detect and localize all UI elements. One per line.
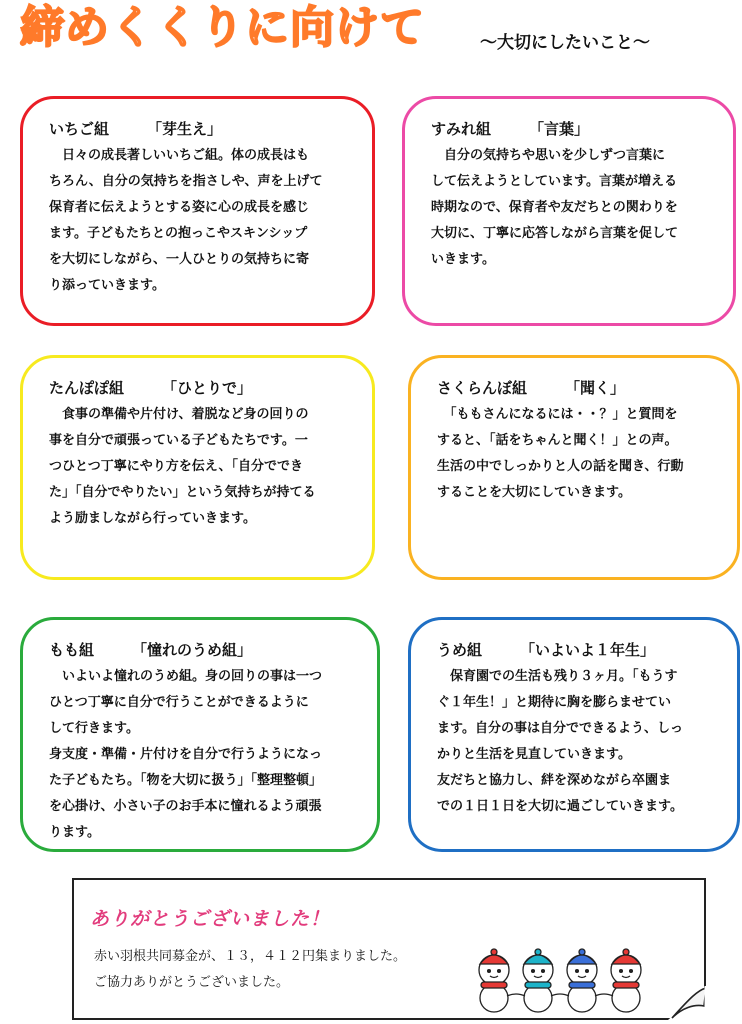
description-line: いよいよ憧れのうめ組。身の回りの事は一つ bbox=[49, 669, 323, 684]
snowman-4 bbox=[611, 949, 641, 1012]
class-box-momo bbox=[20, 617, 380, 852]
class-name: うめ組 bbox=[437, 641, 483, 659]
holding-hands bbox=[507, 994, 613, 996]
thanks-line: ご協力ありがとうございました。 bbox=[94, 975, 290, 990]
page-curl-icon bbox=[668, 986, 706, 1020]
description-line: を心掛け、小さい子のお手本に憧れるよう頑張 bbox=[49, 799, 322, 814]
class-box-ichigo bbox=[20, 96, 375, 326]
description-line: 事を自分で頑張っている子どもたちです。一 bbox=[49, 433, 308, 448]
class-description bbox=[437, 402, 715, 506]
snowman-2 bbox=[523, 949, 553, 1012]
class-box-sumire bbox=[402, 96, 736, 326]
snowmen-icon bbox=[468, 946, 658, 1016]
class-box-ume bbox=[408, 617, 740, 852]
description-line: での１日１日を大切に過ごしていきます。 bbox=[437, 799, 683, 814]
description-line: 生活の中でしっかりと人の話を聞き、行動 bbox=[437, 459, 684, 474]
description-line: 友だちと協力し、絆を深めながら卒園ま bbox=[437, 773, 672, 788]
class-name: いちご組 bbox=[49, 120, 110, 138]
thanks-title-text: ありがとうございました bbox=[90, 908, 311, 930]
description-line: 自分の気持ちや思いを少しずつ言葉に bbox=[431, 148, 666, 163]
page-subtitle: ～大切にしたいこと～ bbox=[480, 33, 650, 53]
class-theme: 「言葉」 bbox=[529, 120, 590, 138]
description-line: つひとつ丁寧にやり方を伝え、「自分ででき bbox=[49, 459, 304, 474]
description-line: た」「自分でやりたい」という気持ちが持てる bbox=[49, 485, 316, 500]
class-name: すみれ組 bbox=[431, 120, 492, 138]
description-line: して行きます。 bbox=[49, 721, 139, 736]
class-description bbox=[437, 664, 715, 820]
description-line: 「ももさんになるには・・？」と質問を bbox=[437, 407, 678, 422]
class-name: さくらんぼ組 bbox=[437, 379, 528, 397]
snowman-3 bbox=[567, 949, 597, 1012]
description-line: 身支度・準備・片付けを自分で行うようになっ bbox=[49, 747, 323, 762]
class-name: たんぽぽ組 bbox=[49, 379, 125, 397]
description-line: 食事の準備や片付け、着脱など身の回りの bbox=[49, 407, 309, 422]
class-box-tanpopo bbox=[20, 355, 375, 580]
description-line: いきます。 bbox=[431, 252, 495, 267]
description-line: 時期なので、保育者や友だちとの関わりを bbox=[431, 200, 678, 215]
class-name: もも組 bbox=[49, 641, 95, 659]
description-line: ひとつ丁寧に自分で行うことができるように bbox=[49, 695, 309, 710]
description-line: を大切にしながら、一人ひとりの気持ちに寄 bbox=[49, 252, 310, 267]
class-theme: 「芽生え」 bbox=[147, 120, 223, 138]
snowman-1 bbox=[479, 949, 509, 1012]
thanks-line: 赤い羽根共同募金が、１３，４１２円集まりました。 bbox=[94, 949, 407, 964]
thanks-title-exclaim: ！ bbox=[310, 908, 331, 930]
description-line: 日々の成長著しいいちご組。体の成長はも bbox=[49, 148, 310, 163]
description-line: ぐ１年生！」と期待に胸を膨らませてい bbox=[437, 695, 672, 710]
class-box-sakuranbo bbox=[408, 355, 740, 580]
description-line: ます。自分の事は自分でできるよう、しっ bbox=[437, 721, 683, 736]
class-theme: 「ひとりで」 bbox=[162, 379, 253, 397]
description-line: ちろん、自分の気持ちを指さしや、声を上げて bbox=[49, 174, 323, 189]
thanks-title bbox=[90, 904, 330, 931]
description-line: することを大切にしていきます。 bbox=[437, 485, 631, 500]
class-description bbox=[431, 143, 711, 273]
class-theme: 「いよいよ１年生」 bbox=[520, 641, 656, 659]
description-line: た子どもたち。「物を大切に扱う」「整理整頓」 bbox=[49, 773, 323, 788]
class-description bbox=[49, 143, 350, 299]
description-line: り添っていきます。 bbox=[49, 278, 165, 293]
description-line: ます。子どもたちとの抱っこやスキンシップ bbox=[49, 226, 308, 241]
description-line: して伝えようとしています。言葉が増える bbox=[431, 174, 677, 189]
thanks-body bbox=[94, 944, 406, 996]
description-line: 保育園での生活も残り３ヶ月。「もうす bbox=[437, 669, 678, 684]
description-line: 保育者に伝えようとする姿に心の成長を感じ bbox=[49, 200, 310, 215]
class-theme: 「憧れのうめ組」 bbox=[132, 641, 253, 659]
description-line: すると、「話をちゃんと聞く！」との声。 bbox=[437, 433, 678, 448]
class-description bbox=[49, 664, 355, 846]
class-description bbox=[49, 402, 350, 532]
page-title: 締めくくりに向けて bbox=[20, 2, 425, 53]
description-line: ります。 bbox=[49, 825, 100, 840]
class-theme: 「聞く」 bbox=[565, 379, 626, 397]
description-line: 大切に、丁寧に応答しながら言葉を促して bbox=[431, 226, 679, 241]
description-line: よう励ましながら行っていきます。 bbox=[49, 511, 256, 526]
description-line: かりと生活を見直していきます。 bbox=[437, 747, 631, 762]
